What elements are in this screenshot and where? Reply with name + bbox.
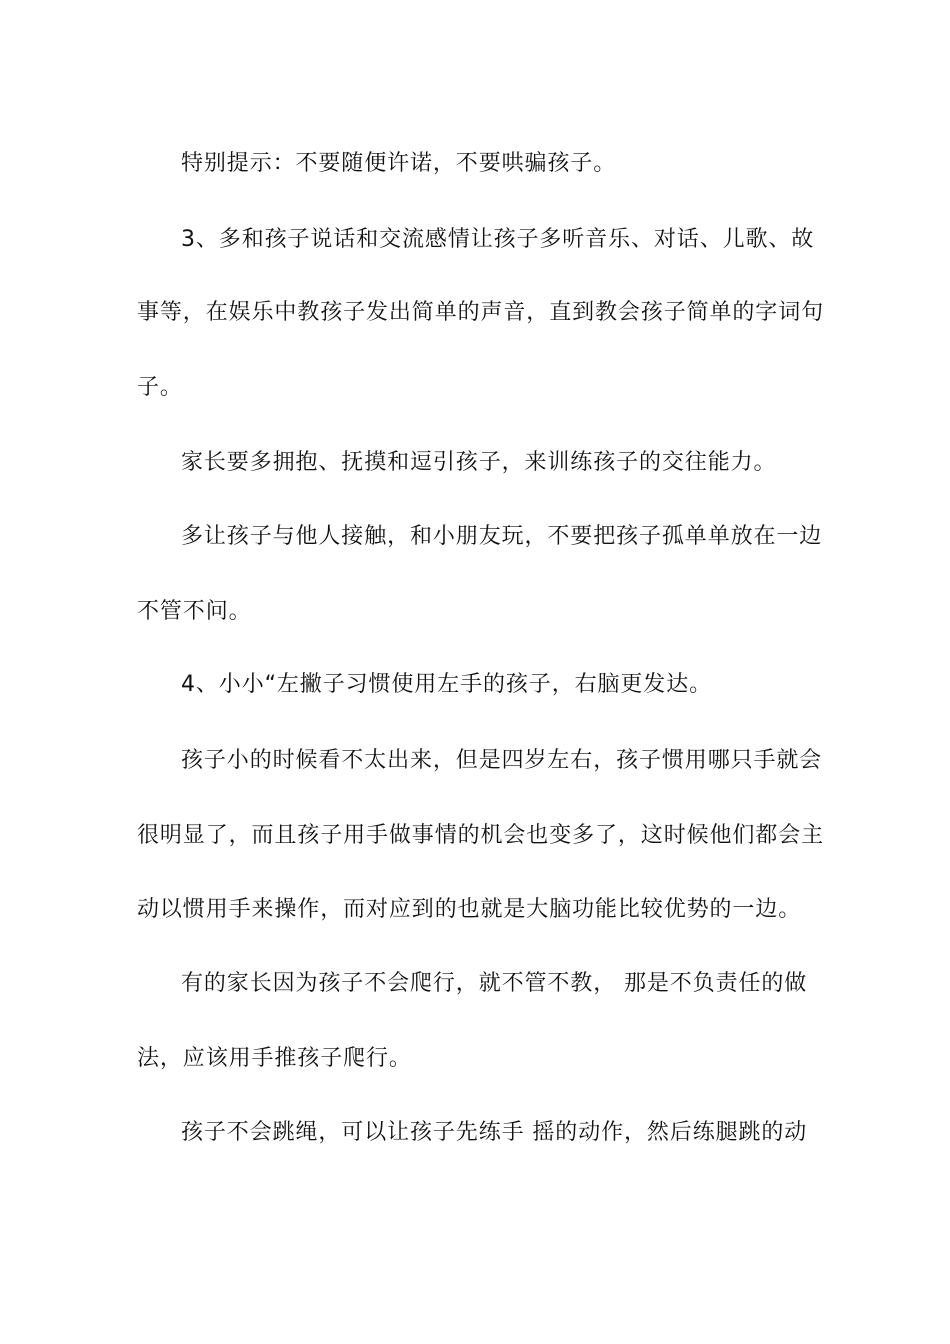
text-line-contact-start: 多让孩子与他人接触，和小朋友玩，不要把孩子孤单单放在一边 [181, 524, 823, 549]
text-line-item-3-cont: 事等，在娱乐中教孩子发出简单的声音，直到教会孩子简单的字词句 [137, 300, 825, 325]
text-line-special-tip: 特别提示：不要随便许诺，不要哄骗孩子。 [181, 151, 617, 176]
text-line-rope: 孩子不会跳绳，可以让孩子先练手 摇的动作，然后练腿跳的动 [181, 1120, 808, 1145]
text-line-hug-tip: 家长要多拥抱、抚摸和逗引孩子，来训练孩子的交往能力。 [181, 450, 777, 475]
text-line-hand-cont: 很明显了，而且孩子用手做事情的机会也变多了，这时候他们都会主 [137, 823, 825, 848]
text-line-hand-start: 孩子小的时候看不太出来，但是四岁左右，孩子惯用哪只手就会 [181, 748, 823, 773]
text-line-item-3-start: 3、多和孩子说话和交流感情让孩子多听音乐、对话、儿歌、故 [181, 227, 815, 252]
text-line-crawl-end: 法，应该用手推孩子爬行。 [137, 1046, 412, 1071]
text-line-item-4: 4、小小“左撇子习惯使用左手的孩子，右脑更发达。 [181, 672, 712, 697]
text-line-crawl-start: 有的家长因为孩子不会爬行，就不管不教， 那是不负责任的做 [181, 971, 808, 996]
text-line-hand-end: 动以惯用手来操作，而对应到的也就是大脑功能比较优势的一边。 [137, 897, 802, 922]
text-line-contact-end: 不管不问。 [137, 599, 252, 624]
text-line-item-3-end: 子。 [137, 375, 183, 400]
